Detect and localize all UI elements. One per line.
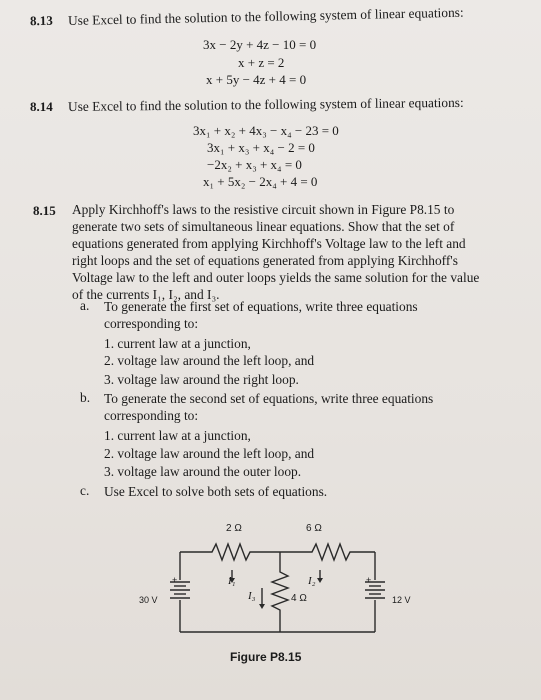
figure-caption: Figure P8.15 [230,650,302,664]
part-b-line-1: To generate the second set of equations, write three equations [104,391,434,406]
label-plus-right: + [366,575,372,585]
problem-815-line-3: equations generated from applying Kirchhoff's Voltage law to the left and [72,236,466,251]
part-a-item-3: 3. voltage law around the right loop. [104,372,299,387]
problem-815-line-2: generate two sets of simultaneous linear equations. Show that the set of [72,219,455,234]
problem-813-intro: Use Excel to find the solution to the following system of linear equations: [67,4,464,28]
part-a-line-1: To generate the first set of equations, write three equations [104,299,418,314]
problem-815-line-1: Apply Kirchhoff's laws to the resistive circuit shown in Figure P8.15 to [72,202,455,217]
problem-814-intro: Use Excel to find the solution to the following system of linear equations: [67,94,464,114]
part-c-marker: c. [80,483,90,498]
label-6ohm: 6 Ω [306,523,322,534]
equation-814-2: 3x₁ + x₃ + x₄ − 2 = 0 [207,140,315,155]
equation-814-3: −2x₂ + x₃ + x₄ = 0 [207,157,302,172]
resistor-4ohm-wire [272,552,288,632]
part-b-item-2: 2. voltage law around the left loop, and [104,446,315,461]
problem-815-line-4: right loops and the set of equations generated from applying Kirchhoff's [72,253,458,268]
part-b-line-2: corresponding to: [104,408,199,423]
part-a-marker: a. [80,298,90,313]
equation-813-3: x + 5y − 4z + 4 = 0 [206,72,307,87]
resistor-2ohm-wire [180,544,310,560]
equation-814-1: 3x₁ + x₂ + 4x₃ − x₄ − 23 = 0 [193,123,339,138]
problem-number-814: 8.14 [30,99,53,114]
label-4ohm: 4 Ω [291,593,307,604]
label-30v: 30 V [139,595,158,605]
label-i3: I₃ [248,590,256,602]
part-a-line-2: corresponding to: [104,316,199,331]
problem-815-line-5: Voltage law to the left and outer loops yields the same solution for the value [72,270,480,285]
problem-815-line-6: of the currents I₁, I₂, and I₃. [72,287,220,302]
part-b-marker: b. [80,390,91,405]
label-i2: I₂ [308,575,316,587]
resistor-6ohm-wire [310,544,375,560]
part-a-item-2: 2. voltage law around the left loop, and [104,353,315,368]
part-c-text: Use Excel to solve both sets of equations. [104,484,328,499]
equation-814-4: x₁ + 5x₂ − 2x₄ + 4 = 0 [203,174,318,189]
label-plus-left: + [172,575,178,585]
label-2ohm: 2 Ω [226,523,242,534]
problem-number-813: 8.13 [29,12,53,29]
label-i1: I₁ [228,575,236,587]
label-12v: 12 V [392,595,411,605]
part-a-item-1: 1. current law at a junction, [104,336,251,351]
circuit-diagram [160,520,400,650]
problem-number-815: 8.15 [33,203,56,218]
equation-813-2: x + z = 2 [238,55,285,70]
part-b-item-3: 3. voltage law around the outer loop. [104,464,302,479]
part-b-item-1: 1. current law at a junction, [104,428,251,443]
equation-813-1: 3x − 2y + 4z − 10 = 0 [203,37,317,52]
